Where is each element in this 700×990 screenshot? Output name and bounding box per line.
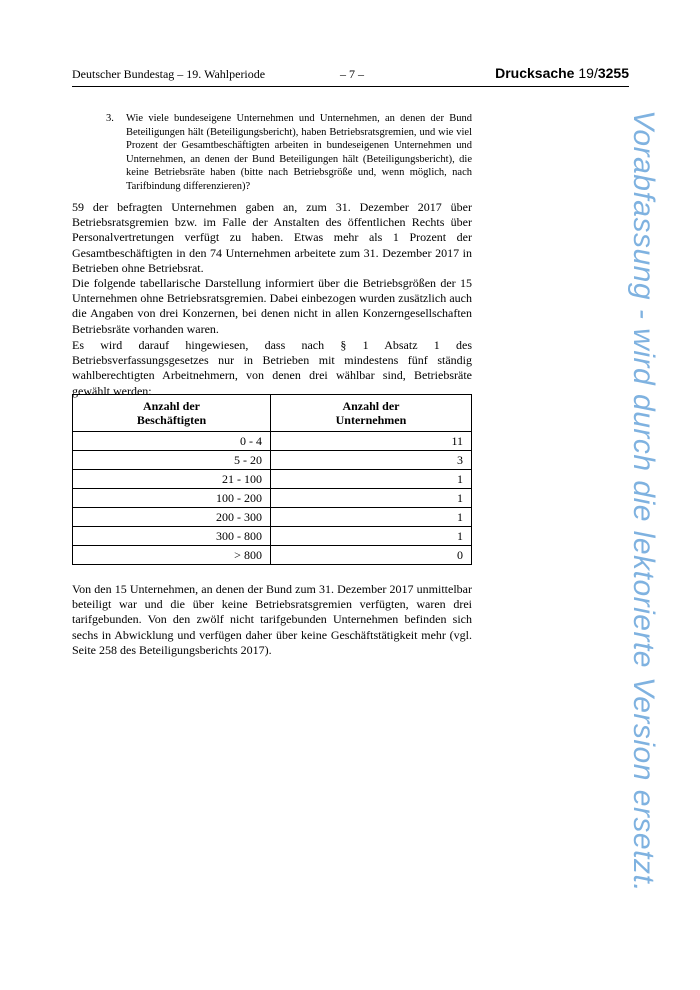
- header-companies-line2: Unternehmen: [335, 413, 407, 427]
- cell-count: 0: [270, 546, 471, 565]
- header-employees-line2: Beschäftigten: [136, 413, 207, 427]
- cell-range: 5 - 20: [73, 451, 271, 470]
- answer-paragraph-2: Die folgende tabellarische Darstellung informiert über die Betriebsgrößen der 15 Unternehmen ohne Betriebsratsgremien. Dabei einbezogen wurden zusätzlich auch die Angaben von drei Konzernen, bei denen nicht in allen Konzerngesellschaften Betriebsräte vorhanden waren.: [72, 276, 472, 336]
- cell-count: 1: [270, 470, 471, 489]
- answer-paragraph-3: Es wird darauf hingewiesen, dass nach § 1 Absatz 1 des Betriebsverfassungsgesetzes nur in Betrieben mit mindestens fünf ständig wahlberechtigten Arbeitnehmern, von denen drei wählbar sind, Betriebsräte gewählt werden:: [72, 338, 472, 398]
- table-row: [73, 489, 472, 508]
- company-size-table: [72, 394, 472, 565]
- answer-paragraph-4: Von den 15 Unternehmen, an denen der Bund zum 31. Dezember 2017 unmittelbar beteiligt war und die über keine Betriebsratsgremien verfügten, waren drei tarifgebunden. Von den zwölf nicht tarifgebunden Unternehmen befinden sich sechs in Abwicklung und verfügen daher über keine Geschäftstätigkeit mehr (vgl. Seite 258 des Beteiligungsberichts 2017).: [72, 582, 472, 657]
- table-row: [73, 546, 472, 565]
- cell-range: > 800: [73, 546, 271, 565]
- header-doc-id: 3255: [597, 65, 629, 81]
- cell-range: 21 - 100: [73, 470, 271, 489]
- header-doc-period: 19/: [578, 65, 598, 81]
- cell-count: 1: [270, 508, 471, 527]
- table-row: [73, 451, 472, 470]
- cell-count: 1: [270, 527, 471, 546]
- watermark-text: Vorabfassung - wird durch die lektorierte Version ersetzt.: [627, 110, 660, 893]
- header-publication: Deutscher Bundestag – 19. Wahlperiode: [72, 67, 266, 81]
- header-employees: [73, 395, 271, 432]
- answer-paragraph-1: 59 der befragten Unternehmen gaben an, zum 31. Dezember 2017 über Betriebsratsgremien bzw. im Falle der Anstalten des öffentlichen Rechts über Personalvertretungen verfügt zu haben. Etwas mehr als 1 Prozent der Gesamtbeschäftigten in den 74 Unternehmen arbeitete zum 31. Dezember 2017 in Betrieben ohne Betriebsrat.: [72, 200, 472, 275]
- header-document-number: [495, 65, 629, 81]
- header-page-number: – 7 –: [340, 67, 364, 81]
- header-companies: [270, 395, 471, 432]
- table-header-row: [73, 395, 472, 432]
- draft-watermark: [627, 110, 680, 910]
- table-row: [73, 527, 472, 546]
- cell-range: 300 - 800: [73, 527, 271, 546]
- table-row: [73, 508, 472, 527]
- cell-range: 200 - 300: [73, 508, 271, 527]
- question-block: [106, 112, 472, 193]
- table-row: [73, 432, 472, 451]
- table-row: [73, 470, 472, 489]
- header-employees-line1: Anzahl der: [142, 399, 200, 413]
- cell-count: 3: [270, 451, 471, 470]
- header-companies-line1: Anzahl der: [342, 399, 400, 413]
- header-doc-label: Drucksache: [495, 65, 575, 81]
- question-text: Wie viele bundeseigene Unternehmen und Unternehmen, an denen der Bund Beteiligungen hält (Beteiligungsbericht), haben Betriebsratsgremien, und wie viel Prozent der Gesamtbeschäftigten arbeiten in bundeseigenen Unternehmen und Unternehmen, an denen der Bund Beteiligungen hält (Beteiligungsbericht), die keine Betriebsräte haben (bitte nach Betriebsgröße und, wenn möglich, nach Tarifbindung differenzieren)?: [126, 113, 472, 192]
- cell-range: 0 - 4: [73, 432, 271, 451]
- page-header: [72, 66, 629, 87]
- cell-count: 11: [270, 432, 471, 451]
- cell-count: 1: [270, 489, 471, 508]
- cell-range: 100 - 200: [73, 489, 271, 508]
- question-number: 3.: [106, 113, 114, 124]
